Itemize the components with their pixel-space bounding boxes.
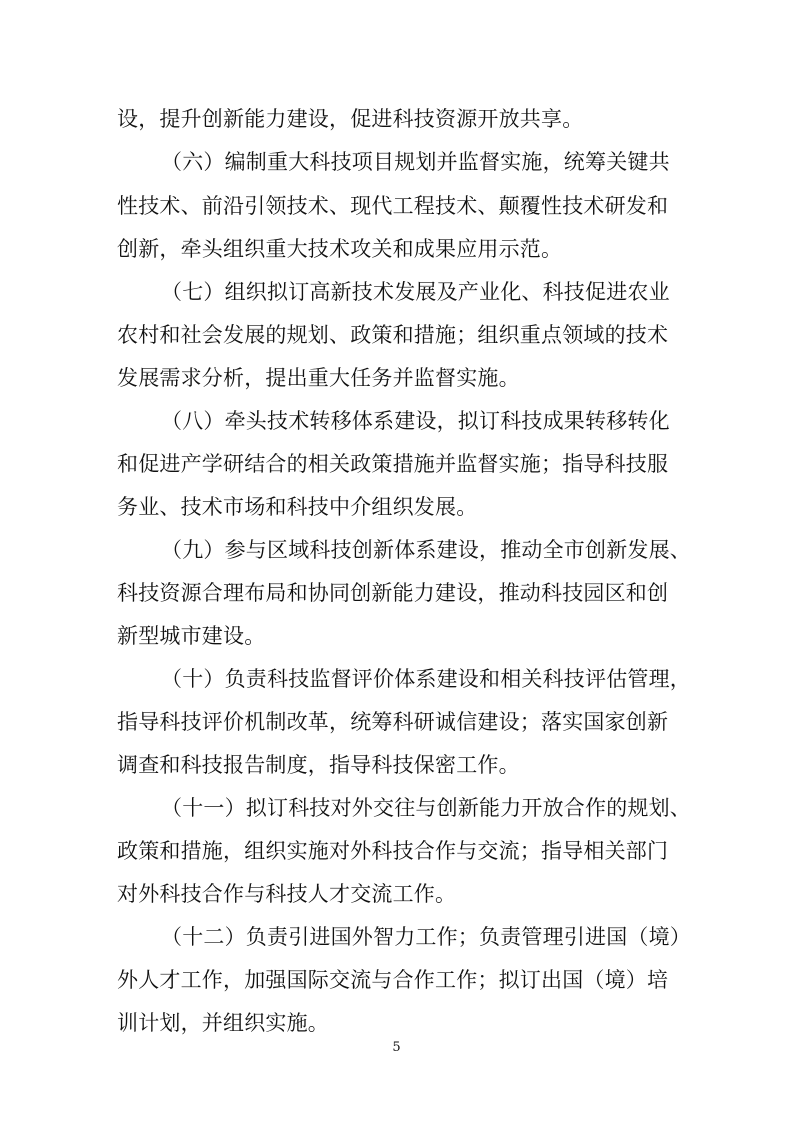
text-line: 设，提升创新能力建设，促进科技资源开放共享。 <box>117 107 584 131</box>
text-line: （十一）拟订科技对外交往与创新能力开放合作的规划、 <box>161 796 691 820</box>
text-line: 政策和措施，组织实施对外科技合作与交流；指导相关部门 <box>117 839 669 863</box>
text-line: 农村和社会发展的规划、政策和措施；组织重点领域的技术 <box>117 323 669 347</box>
text-line: （九）参与区域科技创新体系建设，推动全市创新发展、 <box>161 538 691 562</box>
text-line: 对外科技合作与科技人才交流工作。 <box>117 882 457 906</box>
text-line: 务业、技术市场和科技中介组织发展。 <box>117 495 478 519</box>
text-line: 科技资源合理布局和协同创新能力建设，推动科技园区和创 <box>117 581 669 605</box>
text-line: 调查和科技报告制度，指导科技保密工作。 <box>117 753 520 777</box>
text-line: 指导科技评价机制改革，统筹科研诚信建设；落实国家创新 <box>117 710 669 734</box>
text-line: 发展需求分析，提出重大任务并监督实施。 <box>117 366 520 390</box>
text-line: 创新，牵头组织重大技术攻关和成果应用示范。 <box>117 237 563 261</box>
text-line: 外人才工作，加强国际交流与合作工作；拟订出国（境）培 <box>117 968 669 992</box>
text-line: （十）负责科技监督评价体系建设和相关科技评估管理， <box>161 667 691 691</box>
text-line: （十二）负责引进国外智力工作；负责管理引进国（境） <box>161 925 691 949</box>
text-line: 和促进产学研结合的相关政策措施并监督实施；指导科技服 <box>117 452 669 476</box>
text-line: （六）编制重大科技项目规划并监督实施，统筹关键共 <box>161 150 670 174</box>
text-line: 性技术、前沿引领技术、现代工程技术、颠覆性技术研发和 <box>117 194 669 218</box>
page-number: 5 <box>392 1040 401 1055</box>
text-line: 训计划，并组织实施。 <box>117 1011 329 1035</box>
text-line: （八）牵头技术转移体系建设，拟订科技成果转移转化 <box>161 409 670 433</box>
text-line: （七）组织拟订高新技术发展及产业化、科技促进农业 <box>161 280 670 304</box>
text-line: 新型城市建设。 <box>117 624 266 648</box>
